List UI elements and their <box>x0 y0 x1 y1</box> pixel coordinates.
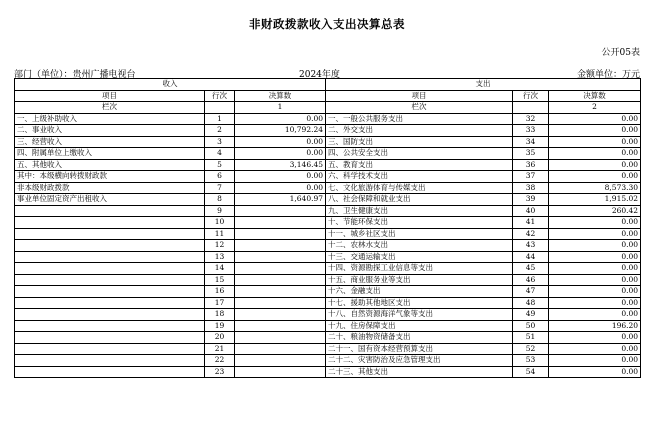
income-amount: 0.00 <box>235 136 326 148</box>
income-item <box>15 343 205 355</box>
table-row <box>15 171 641 183</box>
expense-row-no: 44 <box>513 251 549 263</box>
income-amount <box>235 240 326 252</box>
income-row-no: 8 <box>205 194 235 206</box>
expense-amount: 0.00 <box>549 366 641 378</box>
expense-amount: 196.20 <box>549 320 641 332</box>
income-amount <box>235 332 326 344</box>
income-row-no: 14 <box>205 263 235 275</box>
income-row-no: 18 <box>205 309 235 321</box>
expense-row-no: 35 <box>513 148 549 160</box>
expense-item: 二十、粮油物资储备支出 <box>326 332 513 344</box>
income-item: 二、事业收入 <box>15 125 205 137</box>
income-row-no: 10 <box>205 217 235 229</box>
income-amount <box>235 286 326 298</box>
fiscal-year: 2024年度 <box>299 70 340 80</box>
department-label: 部门（单位）：贵州广播电视台 <box>14 70 136 80</box>
income-amount-header: 决算数 <box>235 90 326 102</box>
table-row <box>15 228 641 240</box>
expense-item: 十五、商业服务业等支出 <box>326 274 513 286</box>
income-amount <box>235 274 326 286</box>
income-amount: 0.00 <box>235 171 326 183</box>
expense-item: 十、节能环保支出 <box>326 217 513 229</box>
table-row <box>15 320 641 332</box>
expense-item: 二十三、其他支出 <box>326 366 513 378</box>
table-row <box>15 355 641 367</box>
header-row-sections <box>15 79 641 91</box>
table-row <box>15 194 641 206</box>
table-row <box>15 125 641 137</box>
income-amount <box>235 297 326 309</box>
income-item <box>15 286 205 298</box>
income-row-no: 13 <box>205 251 235 263</box>
expense-row-no: 46 <box>513 274 549 286</box>
income-amount <box>235 251 326 263</box>
expense-row-no: 32 <box>513 113 549 125</box>
expense-row-no: 49 <box>513 309 549 321</box>
expense-row-no: 45 <box>513 263 549 275</box>
expense-item: 四、公共安全支出 <box>326 148 513 160</box>
table-row <box>15 136 641 148</box>
income-item: 五、其他收入 <box>15 159 205 171</box>
expense-amount: 0.00 <box>549 217 641 229</box>
income-row-no: 21 <box>205 343 235 355</box>
expense-item: 二十一、国有资本经营预算支出 <box>326 343 513 355</box>
expense-amount: 0.00 <box>549 159 641 171</box>
expense-amount: 0.00 <box>549 274 641 286</box>
income-item <box>15 309 205 321</box>
expense-item: 五、教育支出 <box>326 159 513 171</box>
income-amount: 10,792.24 <box>235 125 326 137</box>
income-amount: 0.00 <box>235 182 326 194</box>
income-amount <box>235 320 326 332</box>
income-item: 事业单位固定资产出租收入 <box>15 194 205 206</box>
expense-amount: 0.00 <box>549 136 641 148</box>
expense-row-no: 53 <box>513 355 549 367</box>
expense-row-no: 37 <box>513 171 549 183</box>
income-item <box>15 263 205 275</box>
table-row <box>15 217 641 229</box>
income-row-no: 9 <box>205 205 235 217</box>
expense-row-no: 36 <box>513 159 549 171</box>
income-row-no: 15 <box>205 274 235 286</box>
income-amount: 0.00 <box>235 148 326 160</box>
income-item-header: 项目 <box>15 90 205 102</box>
table-row <box>15 286 641 298</box>
income-item <box>15 320 205 332</box>
amount-unit: 金额单位：万元 <box>576 70 640 80</box>
expense-row-no: 51 <box>513 332 549 344</box>
table-row <box>15 240 641 252</box>
expense-item: 十九、住房保障支出 <box>326 320 513 332</box>
income-row-no: 23 <box>205 366 235 378</box>
expense-amount: 0.00 <box>549 343 641 355</box>
form-code: 公开05表 <box>601 48 640 58</box>
expense-item: 十七、援助其他地区支出 <box>326 297 513 309</box>
income-item <box>15 355 205 367</box>
expense-row-no: 42 <box>513 228 549 240</box>
expense-column-no-label: 栏次 <box>326 102 513 114</box>
income-row-no: 20 <box>205 332 235 344</box>
expense-item: 二十二、灾害防治及应急管理支出 <box>326 355 513 367</box>
expense-row-no: 48 <box>513 297 549 309</box>
income-item: 四、附属单位上缴收入 <box>15 148 205 160</box>
income-amount: 0.00 <box>235 113 326 125</box>
report-title: 非财政拨款收入支出决算总表 <box>249 17 405 31</box>
expense-item: 三、国防支出 <box>326 136 513 148</box>
table-row <box>15 251 641 263</box>
income-item <box>15 228 205 240</box>
expense-amount: 1,915.02 <box>549 194 641 206</box>
income-item: 非本级财政拨款 <box>15 182 205 194</box>
income-amount <box>235 263 326 275</box>
expense-amount: 0.00 <box>549 297 641 309</box>
income-row-no: 1 <box>205 113 235 125</box>
expense-item: 二、外交支出 <box>326 125 513 137</box>
income-row-no: 22 <box>205 355 235 367</box>
expense-row-no: 54 <box>513 366 549 378</box>
expense-row-no: 38 <box>513 182 549 194</box>
income-amount <box>235 366 326 378</box>
income-column-no-blank <box>205 102 235 114</box>
income-row-no-header: 行次 <box>205 90 235 102</box>
expense-amount: 0.00 <box>549 171 641 183</box>
expense-row-no-header: 行次 <box>513 90 549 102</box>
income-row-no: 17 <box>205 297 235 309</box>
table-row <box>15 113 641 125</box>
expense-item: 七、文化旅游体育与传媒支出 <box>326 182 513 194</box>
header-row-columns <box>15 90 641 102</box>
expense-amount: 0.00 <box>549 309 641 321</box>
expense-column-no: 2 <box>549 102 641 114</box>
table-row <box>15 205 641 217</box>
income-row-no: 6 <box>205 171 235 183</box>
table-row <box>15 343 641 355</box>
income-column-no-label: 栏次 <box>15 102 205 114</box>
income-expense-table <box>14 78 641 378</box>
table-row <box>15 297 641 309</box>
income-row-no: 7 <box>205 182 235 194</box>
expense-row-no: 50 <box>513 320 549 332</box>
expense-amount: 0.00 <box>549 148 641 160</box>
income-amount <box>235 228 326 240</box>
table-row <box>15 332 641 344</box>
income-column-no: 1 <box>235 102 326 114</box>
expense-amount: 260.42 <box>549 205 641 217</box>
income-amount <box>235 309 326 321</box>
income-amount <box>235 343 326 355</box>
expense-item: 八、社会保障和就业支出 <box>326 194 513 206</box>
expense-amount: 0.00 <box>549 240 641 252</box>
expense-row-no: 41 <box>513 217 549 229</box>
expense-section-header: 支出 <box>326 79 641 91</box>
expense-item: 十三、交通运输支出 <box>326 251 513 263</box>
income-row-no: 3 <box>205 136 235 148</box>
expense-amount: 0.00 <box>549 228 641 240</box>
expense-item-header: 项目 <box>326 90 513 102</box>
expense-amount: 8,573.30 <box>549 182 641 194</box>
income-row-no: 19 <box>205 320 235 332</box>
expense-amount: 0.00 <box>549 286 641 298</box>
income-item <box>15 251 205 263</box>
expense-amount: 0.00 <box>549 125 641 137</box>
income-item: 三、经营收入 <box>15 136 205 148</box>
expense-item: 十六、金融支出 <box>326 286 513 298</box>
expense-row-no: 34 <box>513 136 549 148</box>
table-row <box>15 159 641 171</box>
expense-amount: 0.00 <box>549 332 641 344</box>
income-amount: 3,146.45 <box>235 159 326 171</box>
expense-row-no: 43 <box>513 240 549 252</box>
header-row-column-numbers <box>15 102 641 114</box>
expense-column-no-blank <box>513 102 549 114</box>
income-row-no: 5 <box>205 159 235 171</box>
table-row <box>15 263 641 275</box>
expense-amount-header: 决算数 <box>549 90 641 102</box>
expense-amount: 0.00 <box>549 251 641 263</box>
income-amount: 1,640.97 <box>235 194 326 206</box>
expense-amount: 0.00 <box>549 113 641 125</box>
income-item <box>15 240 205 252</box>
table-row <box>15 148 641 160</box>
income-row-no: 16 <box>205 286 235 298</box>
income-item <box>15 217 205 229</box>
expense-item: 十二、农林水支出 <box>326 240 513 252</box>
expense-row-no: 39 <box>513 194 549 206</box>
expense-row-no: 47 <box>513 286 549 298</box>
expense-item: 六、科学技术支出 <box>326 171 513 183</box>
expense-item: 十四、资源勘探工业信息等支出 <box>326 263 513 275</box>
expense-row-no: 33 <box>513 125 549 137</box>
expense-item: 一、一般公共服务支出 <box>326 113 513 125</box>
table-row <box>15 182 641 194</box>
income-item <box>15 297 205 309</box>
expense-row-no: 40 <box>513 205 549 217</box>
income-item: 其中：本级横向转拨财政款 <box>15 171 205 183</box>
table-row <box>15 366 641 378</box>
income-item <box>15 274 205 286</box>
income-amount <box>235 205 326 217</box>
expense-amount: 0.00 <box>549 355 641 367</box>
expense-amount: 0.00 <box>549 263 641 275</box>
income-row-no: 2 <box>205 125 235 137</box>
table-row <box>15 274 641 286</box>
expense-item: 十八、自然资源海洋气象等支出 <box>326 309 513 321</box>
income-item <box>15 366 205 378</box>
income-section-header: 收入 <box>15 79 326 91</box>
income-row-no: 11 <box>205 228 235 240</box>
income-item <box>15 332 205 344</box>
expense-row-no: 52 <box>513 343 549 355</box>
table-row <box>15 309 641 321</box>
income-amount <box>235 355 326 367</box>
income-item <box>15 205 205 217</box>
income-row-no: 4 <box>205 148 235 160</box>
expense-item: 十一、城乡社区支出 <box>326 228 513 240</box>
income-row-no: 12 <box>205 240 235 252</box>
income-item: 一、上级补助收入 <box>15 113 205 125</box>
expense-item: 九、卫生健康支出 <box>326 205 513 217</box>
income-amount <box>235 217 326 229</box>
